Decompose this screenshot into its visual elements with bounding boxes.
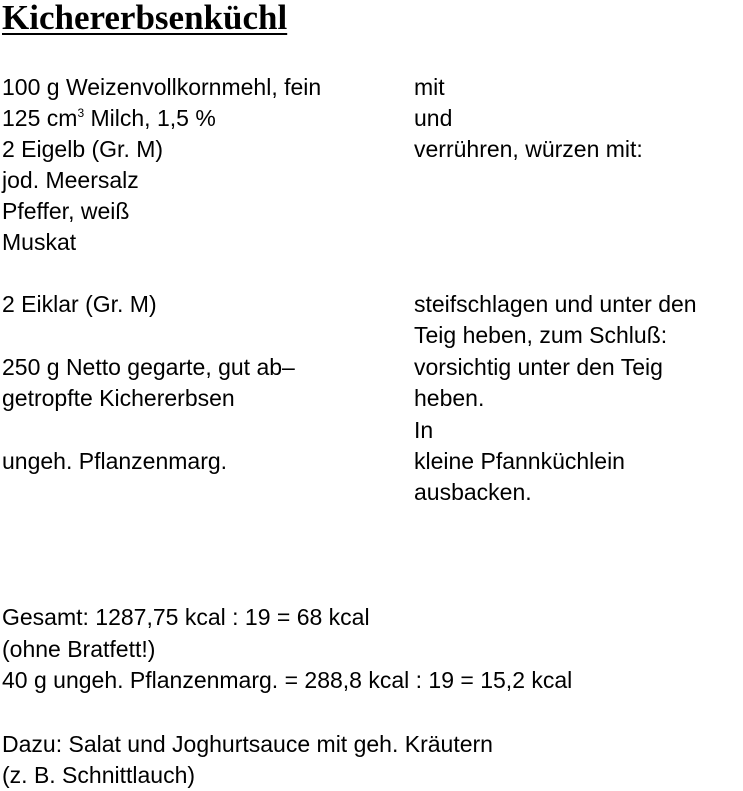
step-line: mit xyxy=(414,74,445,100)
ingredient-line: 250 g Netto gegarte, gut ab– xyxy=(2,354,295,380)
recipe-title: Kichererbsenküchl xyxy=(2,0,288,37)
ingredient-line: 100 g Weizenvollkornmehl, fein xyxy=(2,74,322,100)
step-line: heben. xyxy=(414,385,485,411)
ingredient-line: Muskat xyxy=(2,229,77,255)
step-line: ausbacken. xyxy=(414,479,532,505)
step-line: Teig heben, zum Schluß: xyxy=(414,322,668,348)
step-line: steifschlagen und unter den xyxy=(414,291,697,317)
ingredient-line: ungeh. Pflanzenmarg. xyxy=(2,448,228,474)
ingredient-text: 125 cm xyxy=(2,105,78,131)
ingredient-line: 2 Eigelb (Gr. M) xyxy=(2,136,164,162)
step-line: In xyxy=(414,417,434,443)
ingredient-line: jod. Meersalz xyxy=(2,167,139,193)
calorie-note: (ohne Bratfett!) xyxy=(2,636,156,662)
calorie-fat: 40 g ungeh. Pflanzenmarg. = 288,8 kcal : 19 = 15,2 kcal xyxy=(2,667,573,693)
ingredient-text: Milch, 1,5 % xyxy=(84,105,216,131)
ingredient-line: getropfte Kichererbsen xyxy=(2,385,235,411)
calorie-total: Gesamt: 1287,75 kcal : 19 = 68 kcal xyxy=(2,604,370,630)
ingredient-line xyxy=(2,103,216,134)
ingredient-line: 2 Eiklar (Gr. M) xyxy=(2,291,157,317)
serving-suggestion-example: (z. B. Schnittlauch) xyxy=(2,762,196,788)
step-line: kleine Pfannküchlein xyxy=(414,448,625,474)
step-line: verrühren, würzen mit: xyxy=(414,136,643,162)
step-line: vorsichtig unter den Teig xyxy=(414,354,663,380)
ingredient-line: Pfeffer, weiß xyxy=(2,198,130,224)
serving-suggestion: Dazu: Salat und Joghurtsauce mit geh. Kräutern xyxy=(2,731,493,757)
step-line: und xyxy=(414,105,453,131)
superscript-text: 3 xyxy=(77,106,85,120)
